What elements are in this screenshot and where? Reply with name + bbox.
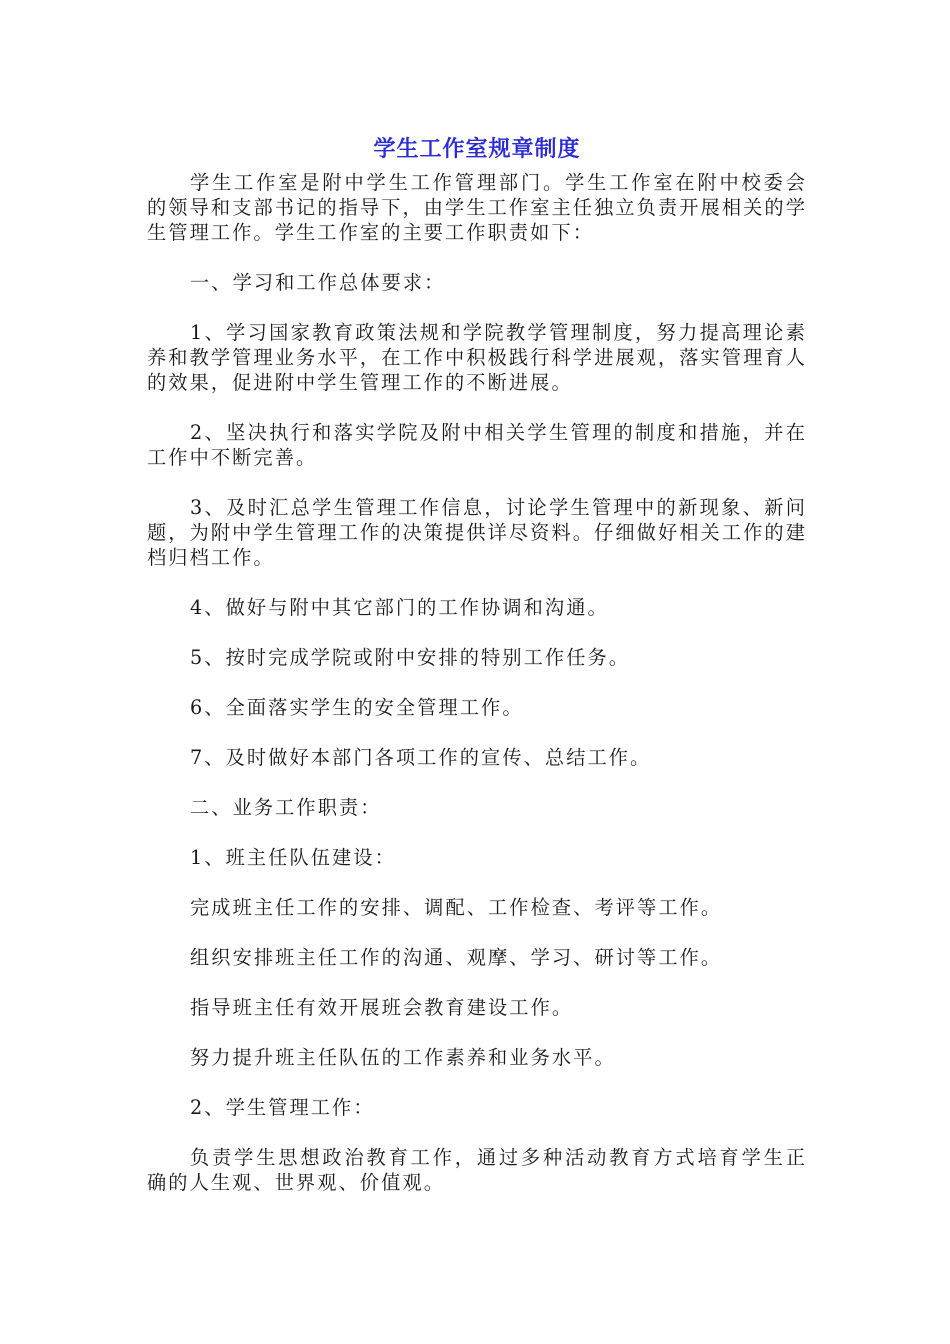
list-item: 负责学生思想政治教育工作，通过多种活动教育方式培育学生正确的人生观、世界观、价值观。 xyxy=(147,1146,807,1194)
list-item: 4、做好与附中其它部门的工作协调和沟通。 xyxy=(190,596,609,619)
subsection-heading: 1、班主任队伍建设： xyxy=(190,846,396,869)
section-heading-duties: 二、业务工作职责： xyxy=(190,796,382,819)
list-item: 努力提升班主任队伍的工作素养和业务水平。 xyxy=(190,1046,616,1069)
list-item: 指导班主任有效开展班会教育建设工作。 xyxy=(190,996,574,1019)
intro-paragraph: 学生工作室是附中学生工作管理部门。学生工作室在附中校委会的领导和支部书记的指导下，由学生工作室主任独立负责开展相关的学生管理工作。学生工作室的主要工作职责如下： xyxy=(147,171,807,244)
list-item: 7、及时做好本部门各项工作的宣传、总结工作。 xyxy=(190,746,652,769)
list-item: 1、学习国家教育政策法规和学院教学管理制度，努力提高理论素养和教学管理业务水平，在工作中积极践行科学进展观，落实管理育人的效果，促进附中学生管理工作的不断进展。 xyxy=(147,321,807,394)
list-item: 2、坚决执行和落实学院及附中相关学生管理的制度和措施，并在工作中不断完善。 xyxy=(147,421,807,469)
list-item: 6、全面落实学生的安全管理工作。 xyxy=(190,696,524,719)
document-title: 学生工作室规章制度 xyxy=(373,137,581,162)
section-heading-general: 一、学习和工作总体要求： xyxy=(190,271,446,294)
document-page xyxy=(147,132,807,1195)
list-item: 3、及时汇总学生管理工作信息，讨论学生管理中的新现象、新问题，为附中学生管理工作的决策提供详尽资料。仔细做好相关工作的建档归档工作。 xyxy=(147,496,807,569)
list-item: 完成班主任工作的安排、调配、工作检查、考评等工作。 xyxy=(190,896,723,919)
list-item: 组织安排班主任工作的沟通、观摩、学习、研讨等工作。 xyxy=(190,946,723,969)
list-item: 5、按时完成学院或附中安排的特别工作任务。 xyxy=(190,646,631,669)
subsection-heading: 2、学生管理工作： xyxy=(190,1096,375,1119)
